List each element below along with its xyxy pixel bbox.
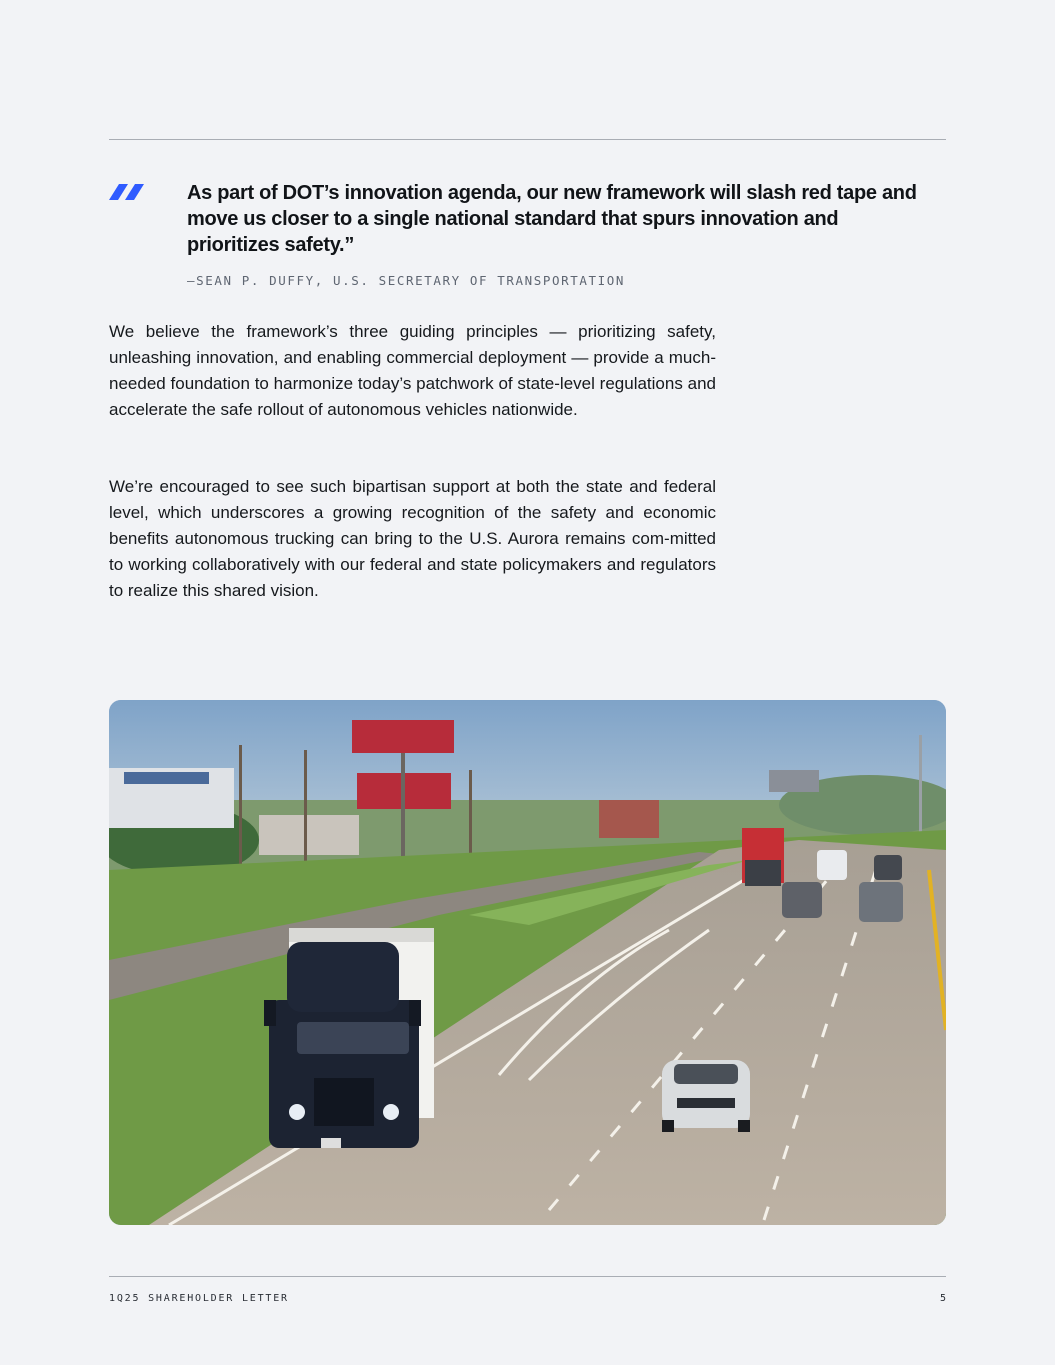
highway-truck-photo [109, 700, 946, 1225]
quote-attribution: —SEAN P. DUFFY, U.S. SECRETARY OF TRANSPORTATION [187, 273, 626, 288]
footer-document-title: 1Q25 SHAREHOLDER LETTER [109, 1293, 289, 1304]
body-paragraph-1: We believe the framework’s three guiding principles — prioritizing safety, unleashing innovation, and enabling commercial deployment — provide a much-needed foundation to harmonize today’s patchwork of state-level regulations and accelerate the safe rollout of autonomous vehicles nationwide. [109, 322, 716, 419]
footer-divider [109, 1276, 946, 1277]
quote-mark-icon [109, 184, 145, 200]
body-paragraph-2: We’re encouraged to see such bipartisan support at both the state and federal level, which underscores a growing recognition of the safety and economic benefits autonomous trucking can bring to the U.S. Aurora remains com-mitted to working collaboratively with our federal and state policymakers and regulators to realize this shared vision. [109, 477, 716, 600]
pull-quote: As part of DOT’s innovation agenda, our new framework will slash red tape and move us closer to a single national standard that spurs innovation and prioritizes safety.” [187, 182, 917, 256]
page-number: 5 [939, 1293, 946, 1304]
top-divider [109, 139, 946, 140]
